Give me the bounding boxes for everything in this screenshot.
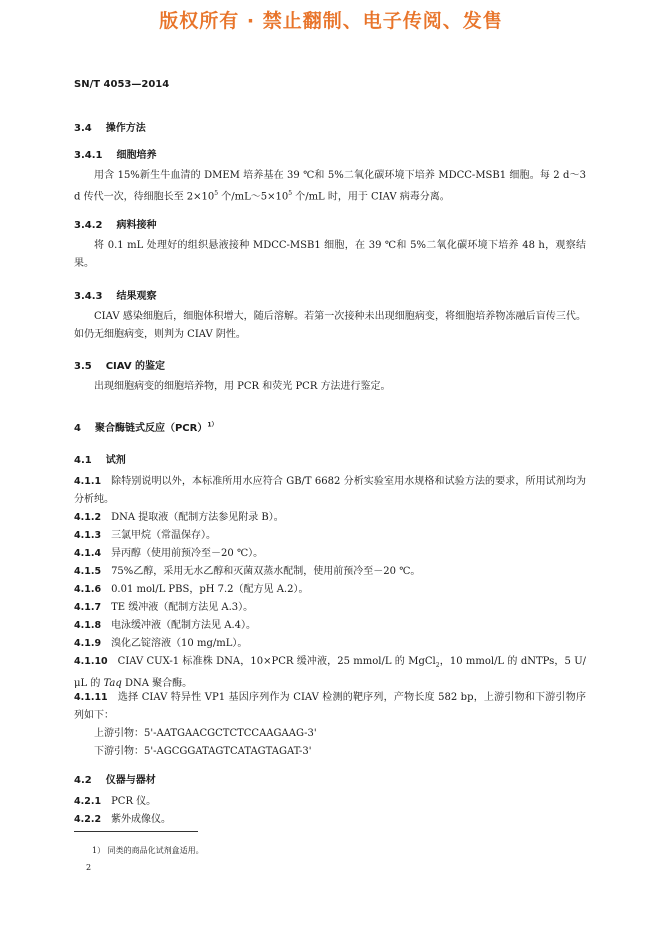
list-item: 4.1.1 除特别说明以外，本标准所用水应符合 GB/T 6682 分析实验室用水规格和试验方法的要求，所用试剂均为分析纯。 <box>74 476 586 505</box>
list-item: 4.1.8 电泳缓冲液（配制方法见 A.4）。 <box>74 620 257 631</box>
heading-3-4-1: 3.4.1 细胞培养 <box>74 150 157 161</box>
page-number: 2 <box>86 863 92 872</box>
heading-4: 4 聚合酶链式反应（PCR）$^{1)}$ <box>74 421 218 434</box>
heading-3-4-3: 3.4.3 结果观察 <box>74 291 157 302</box>
heading-4-1: 4.1 试剂 <box>74 455 126 466</box>
paragraph-3-5: 出现细胞病变的细胞培养物，用 PCR 和荧光 PCR 方法进行鉴定。 <box>94 381 391 392</box>
list-item: 4.1.3 三氯甲烷（常温保存）。 <box>74 530 217 541</box>
list-item: 4.1.4 异丙醇（使用前预冷至－20 ℃）。 <box>74 548 264 559</box>
list-item: 4.1.7 TE 缓冲液（配制方法见 A.3）。 <box>74 602 254 613</box>
list-item: 4.1.6 0.01 mol/L PBS，pH 7.2（配方见 A.2）。 <box>74 584 309 595</box>
paragraph-3-4-1: 用含 15%新生牛血清的 DMEM 培养基在 39 ℃和 5%二氧化碳环境下培养 MDCC-MSB1 细胞。每 2 d～3 d 传代一次，待细胞长至 $2\times 10^5$ 个$/mL\sim 5\times 10^5$ 个/mL 时，用于 CIAV 病毒分离。 <box>74 170 587 203</box>
heading-3-4-2: 3.4.2 病料接种 <box>74 220 157 231</box>
footnote-divider <box>74 831 198 832</box>
watermark-banner: 版权所有 · 禁止翻制、电子传阅、发售 <box>159 10 503 32</box>
list-item: 4.2.1 PCR 仪。 <box>74 796 157 807</box>
heading-3-5: 3.5 CIAV 的鉴定 <box>74 361 166 372</box>
list-item: 4.1.5 75%乙醇，采用无水乙醇和灭菌双蒸水配制，使用前预冷至－20 ℃。 <box>74 566 421 577</box>
list-item: 4.1.10 CIAV CUX-1 标准株 DNA，10×PCR 缓冲液，25 mmol/L 的 MgCl$_2$，10 mmol/L 的 dNTPs，5 U/μL 的 Taq DNA 聚合酶。 <box>74 656 586 689</box>
heading-3-4: 3.4 操作方法 <box>74 123 146 134</box>
list-item: 4.1.11 选择 CIAV 特异性 VP1 基因序列作为 CIAV 检测的靶序列，产物长度 582 bp，上游引物和下游引物序列如下： <box>74 692 586 721</box>
paragraph-3-4-3: CIAV 感染细胞后，细胞体积增大，随后溶解。若第一次接种未出现细胞病变，将细胞培养物冻融后盲传三代。如仍无细胞病变，则判为 CIAV 阴性。 <box>74 311 586 340</box>
primer-downstream: 下游引物：5'-AGCGGATAGTCATAGTAGAT-3' <box>94 746 312 757</box>
list-item: 4.1.9 溴化乙锭溶液（10 mg/mL）。 <box>74 638 248 649</box>
paragraph-3-4-2: 将 0.1 mL 处理好的组织悬液接种 MDCC-MSB1 细胞，在 39 ℃和 5%二氧化碳环境下培养 48 h，观察结果。 <box>74 240 586 269</box>
standard-code: SN/T 4053—2014 <box>74 79 170 90</box>
list-item: 4.1.2 DNA 提取液（配制方法参见附录 B）。 <box>74 512 284 523</box>
footnote: 1） 同类的商品化试剂盒适用。 <box>92 846 204 855</box>
heading-4-2: 4.2 仪器与器材 <box>74 775 156 786</box>
primer-upstream: 上游引物：5'-AATGAACGCTCTCCAAGAAG-3' <box>94 728 317 739</box>
list-item: 4.2.2 紫外成像仪。 <box>74 814 172 825</box>
